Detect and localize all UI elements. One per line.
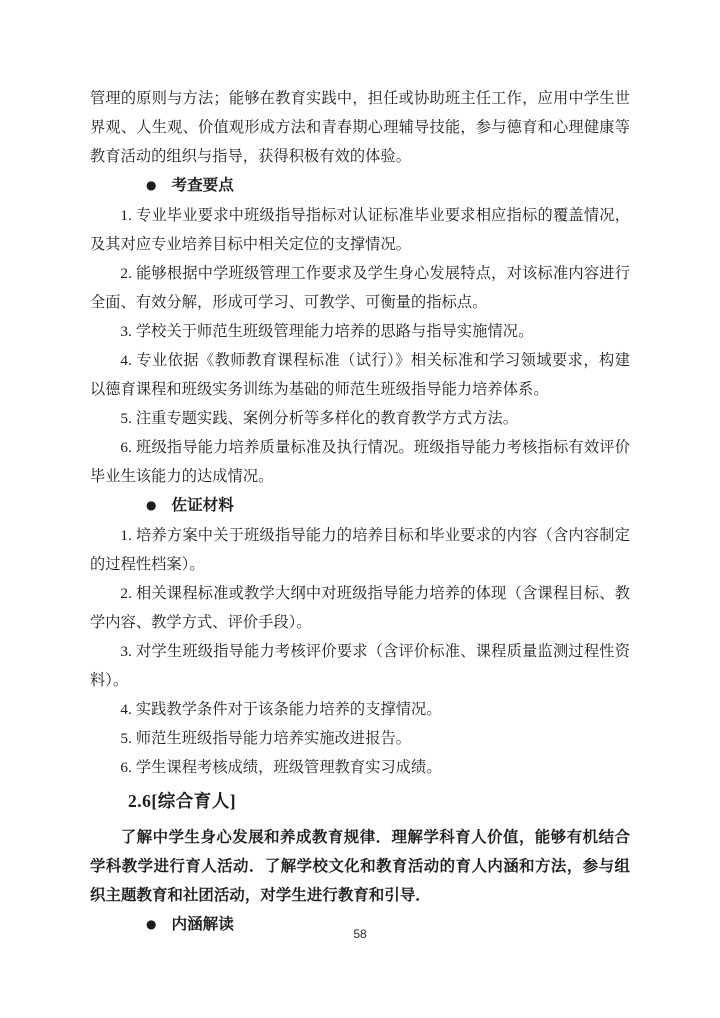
list-item: 4. 专业依据《教师教育课程标准（试行）》相关标准和学习领域要求，构建以德育课程和班级实务训练为基础的师范生班级指导能力培养体系。 — [90, 352, 630, 398]
list-item: 6. 班级指导能力培养质量标准及执行情况。班级指导能力考核指标有效评价毕业生该能力的达成情况。 — [90, 439, 630, 485]
bullet-icon: ● — [146, 498, 157, 512]
list-item: 5. 师范生班级指导能力培养实施改进报告。 — [120, 730, 412, 747]
page-content — [90, 84, 630, 940]
bullet-heading-zuozheng — [90, 491, 630, 521]
bullet-icon: ● — [146, 917, 157, 931]
page-number: 58 — [353, 927, 367, 941]
bullet-heading-label: 内涵解读 — [171, 916, 234, 933]
bullet-icon: ● — [146, 178, 157, 192]
list-item: 1. 专业毕业要求中班级指导指标对认证标准毕业要求相应指标的覆盖情况，及其对应专业培养目标中相关定位的支撑情况。 — [90, 207, 630, 253]
section-heading-2-6: 2.6[综合育人] — [128, 791, 237, 811]
intro-paragraph: 管理的原则与方法；能够在教育实践中，担任或协助班主任工作，应用中学生世界观、人生观、价值观形成方法和青春期心理辅导技能，参与德育和心理健康等教育活动的组织与指导，获得积极有效的体验。 — [90, 90, 630, 165]
summary-bold-paragraph: 了解中学生身心发展和养成教育规律．理解学科育人价值，能够有机结合学科教学进行育人活动．了解学校文化和教育活动的育人内涵和方法，参与组织主题教育和社团活动，对学生进行教育和引导． — [90, 829, 630, 904]
list-item: 1. 培养方案中关于班级指导能力的培养目标和毕业要求的内容（含内容制定的过程性档案）。 — [90, 527, 630, 573]
list-item: 2. 相关课程标准或教学大纲中对班级指导能力培养的体现（含课程目标、教学内容、教学方式、评价手段）。 — [90, 585, 630, 631]
list-item: 4. 实践教学条件对于该条能力培养的支撑情况。 — [120, 701, 442, 718]
list-item: 5. 注重专题实践、案例分析等多样化的教育教学方式方法。 — [120, 410, 519, 427]
list-item: 2. 能够根据中学班级管理工作要求及学生身心发展特点，对该标准内容进行全面、有效分解，形成可学习、可教学、可衡量的指标点。 — [90, 265, 630, 311]
list-item: 3. 学校关于师范生班级管理能力培养的思路与指导实施情况。 — [120, 323, 534, 340]
bullet-heading-kaocha — [90, 171, 630, 201]
bullet-heading-label: 佐证材料 — [171, 497, 234, 514]
bullet-heading-label: 考查要点 — [171, 177, 234, 194]
list-item: 3. 对学生班级指导能力考核评价要求（含评价标准、课程质量监测过程性资料）。 — [90, 643, 630, 689]
list-item: 6. 学生课程考核成绩，班级管理教育实习成绩。 — [120, 759, 442, 776]
